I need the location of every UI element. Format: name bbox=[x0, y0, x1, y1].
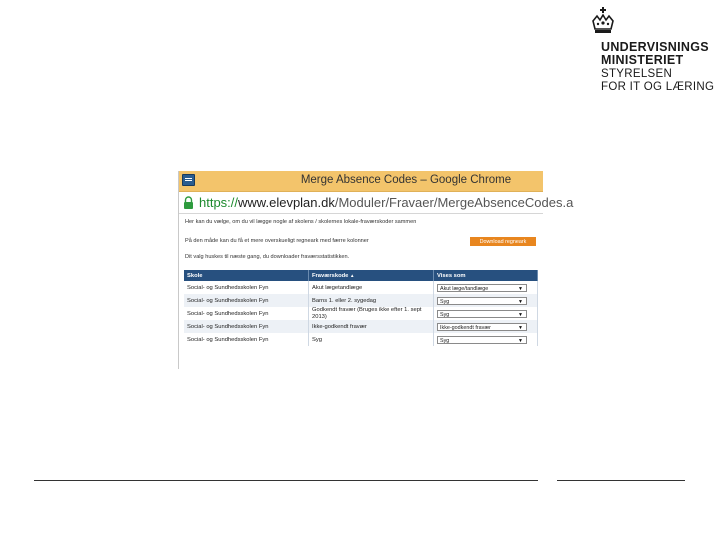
logo-line-3: STYRELSEN bbox=[601, 68, 673, 80]
cell-school: Social- og Sundhedsskolen Fyn bbox=[184, 320, 309, 333]
cell-code: Syg bbox=[309, 333, 434, 346]
address-bar[interactable] bbox=[179, 192, 574, 214]
column-header-school-label: Skole bbox=[187, 272, 203, 279]
table-row bbox=[184, 281, 538, 294]
shown-as-select[interactable] bbox=[437, 297, 527, 305]
logo-line-2: MINISTERIET bbox=[601, 53, 684, 67]
cell-shown-as bbox=[434, 294, 538, 307]
chevron-down-icon: ▼ bbox=[518, 337, 523, 344]
column-header-shown-as[interactable] bbox=[434, 270, 538, 281]
column-header-code[interactable] bbox=[309, 270, 434, 281]
browser-window bbox=[178, 171, 574, 369]
intro-text-1: Her kan du vælge, om du vil lægge nogle af skolens / skolernes lokale-fraværskoder sammen bbox=[185, 219, 417, 225]
cell-school: Social- og Sundhedsskolen Fyn bbox=[184, 294, 309, 307]
select-value: Ikke-godkendt fravær bbox=[440, 324, 491, 331]
cell-school: Social- og Sundhedsskolen Fyn bbox=[184, 307, 309, 320]
column-header-shown-as-label: Vises som bbox=[437, 272, 466, 279]
cell-code: Akut lægetandlæge bbox=[309, 281, 434, 294]
url-path: /Moduler/Fravaer/MergeAbsenceCodes.a bbox=[334, 195, 574, 210]
shown-as-select[interactable] bbox=[437, 284, 527, 292]
chevron-down-icon: ▼ bbox=[518, 298, 523, 305]
logo-line-1: UNDERVISNINGS bbox=[601, 40, 709, 54]
table-row bbox=[184, 320, 538, 333]
url-text[interactable] bbox=[199, 195, 573, 210]
ministry-logo bbox=[601, 7, 717, 91]
cell-code-text: Godkendt fravær (Bruges ikke efter 1. sept 2013) bbox=[312, 307, 422, 320]
chevron-down-icon: ▼ bbox=[518, 324, 523, 331]
url-domain: www.elevplan.dk bbox=[238, 195, 335, 210]
absence-codes-table bbox=[184, 270, 538, 346]
shown-as-select[interactable] bbox=[437, 336, 527, 344]
cell-code bbox=[309, 307, 434, 320]
logo-line-4: FOR IT OG LÆRING bbox=[601, 81, 715, 93]
cell-code: Barns 1. eller 2. sygedag bbox=[309, 294, 434, 307]
sort-ascending-icon: ▲ bbox=[350, 272, 355, 278]
table-row bbox=[184, 333, 538, 346]
cell-shown-as bbox=[434, 307, 538, 320]
intro-text-2: På den måde kan du få et mere overskueligt regneark med færre kolonner bbox=[185, 238, 369, 244]
footer-divider-left bbox=[34, 480, 538, 481]
cell-shown-as bbox=[434, 320, 538, 333]
cell-shown-as bbox=[434, 333, 538, 346]
chevron-down-icon: ▼ bbox=[518, 285, 523, 292]
select-value: Syg bbox=[440, 311, 450, 318]
select-value: Syg bbox=[440, 298, 450, 305]
lock-icon bbox=[183, 196, 194, 209]
intro-text-3: Dit valg huskes til næste gang, du downloader fraværsstatistikken. bbox=[185, 254, 350, 260]
table-row bbox=[184, 307, 538, 320]
url-scheme: https:// bbox=[199, 195, 239, 210]
table-header-row bbox=[184, 270, 538, 281]
cell-school: Social- og Sundhedsskolen Fyn bbox=[184, 281, 309, 294]
select-value: Akut læge/tandlæge bbox=[440, 285, 489, 292]
cell-code: Ikke-godkendt fravær bbox=[309, 320, 434, 333]
column-header-school[interactable] bbox=[184, 270, 309, 281]
shown-as-select[interactable] bbox=[437, 323, 527, 331]
window-titlebar bbox=[179, 171, 543, 192]
crown-icon bbox=[589, 7, 617, 41]
download-spreadsheet-button[interactable]: Download regneark bbox=[470, 237, 536, 246]
shown-as-select[interactable] bbox=[437, 310, 527, 318]
table-row bbox=[184, 294, 538, 307]
cell-school: Social- og Sundhedsskolen Fyn bbox=[184, 333, 309, 346]
select-value: Syg bbox=[440, 337, 450, 344]
footer-divider-right bbox=[557, 480, 685, 481]
window-title: Merge Absence Codes – Google Chrome bbox=[300, 174, 512, 186]
cell-shown-as bbox=[434, 281, 538, 294]
column-header-code-label: Fraværskode bbox=[312, 272, 349, 279]
chevron-down-icon: ▼ bbox=[518, 311, 523, 318]
